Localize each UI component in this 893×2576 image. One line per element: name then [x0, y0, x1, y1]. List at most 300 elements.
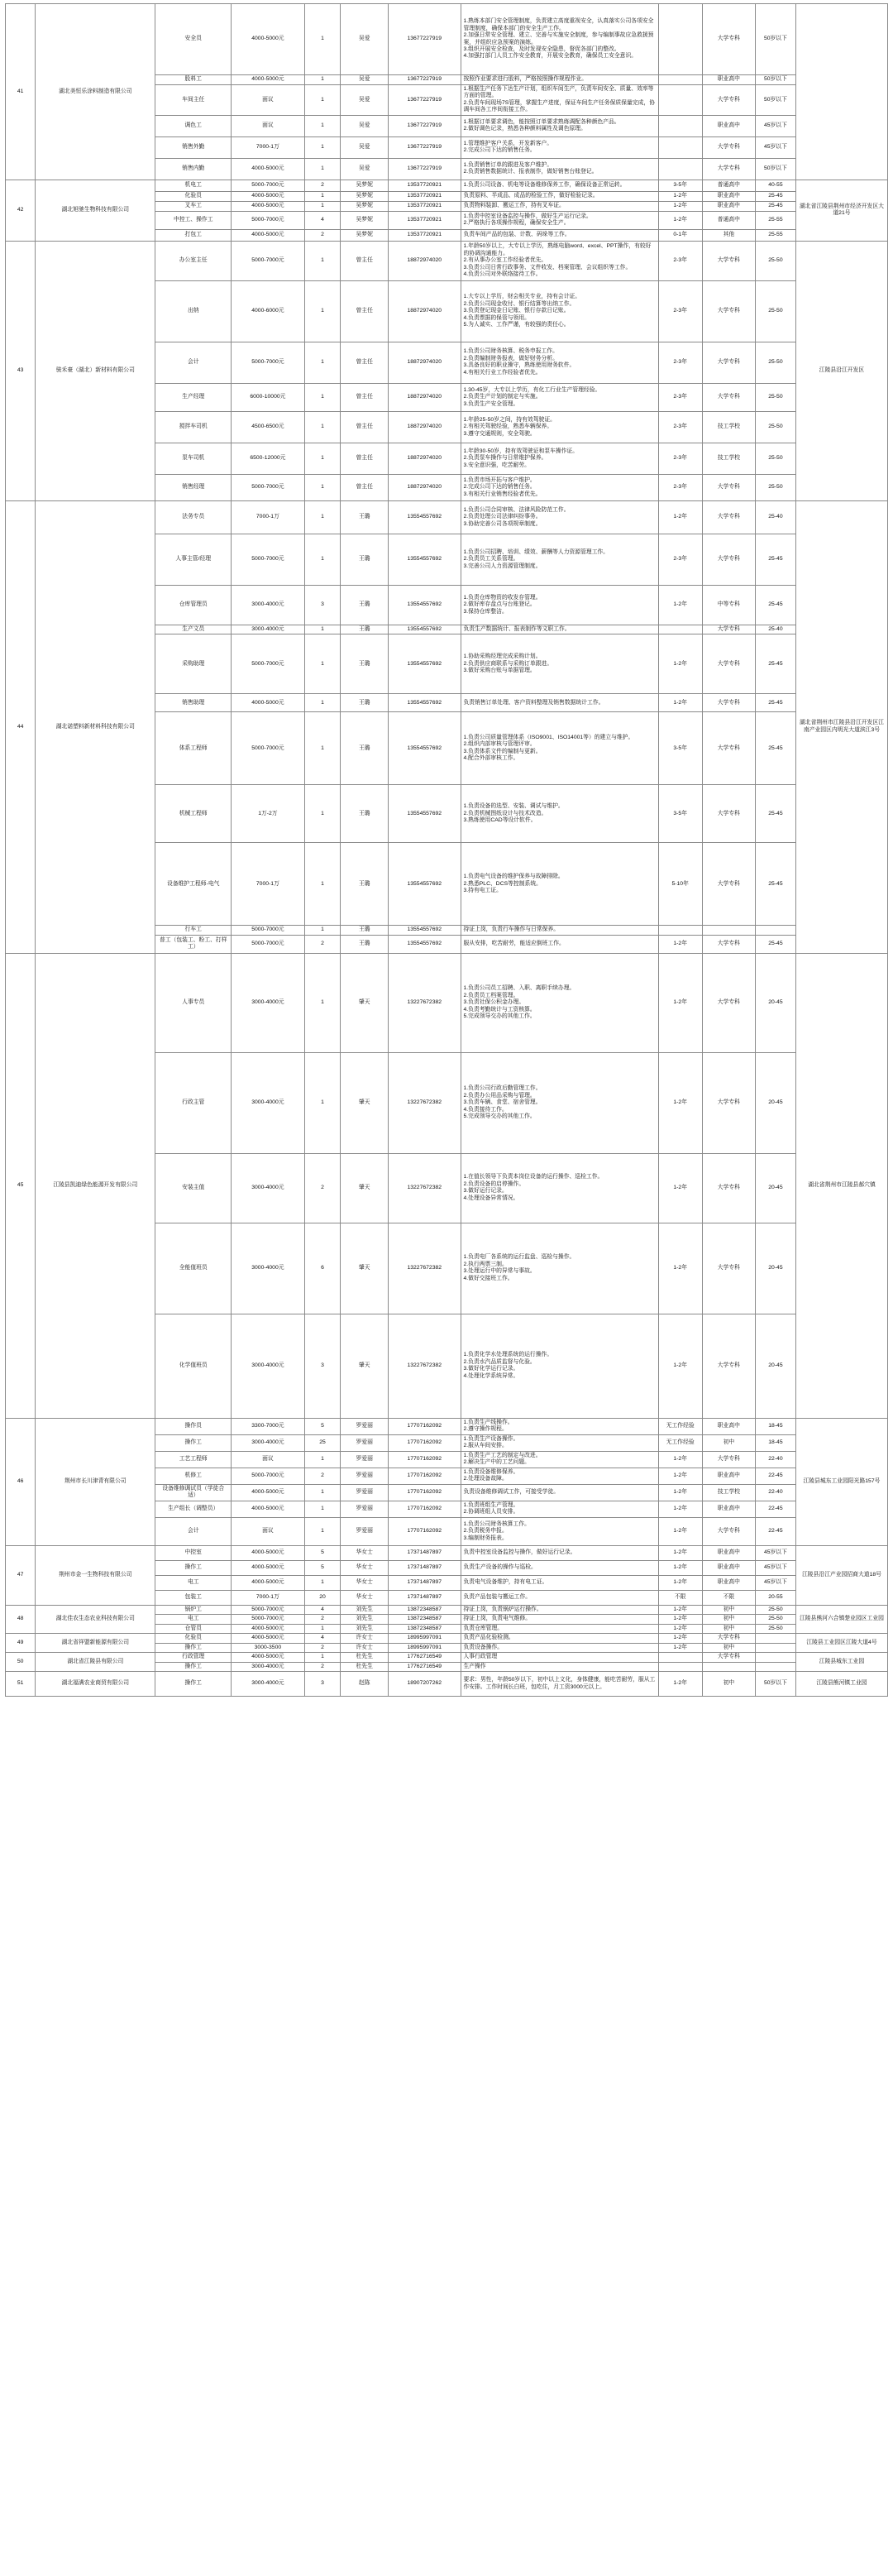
job-experience: 1-2年 — [658, 1643, 702, 1652]
job-experience: 1-2年 — [658, 191, 702, 201]
job-title: 操作工 — [155, 1672, 232, 1697]
job-contact: 许女士 — [341, 1634, 389, 1643]
company-name: 湖北佳农生态农业科技有限公司 — [36, 1605, 155, 1633]
job-contact: 王璐 — [341, 843, 389, 926]
job-education: 职业高中 — [702, 75, 755, 85]
job-duty: 1.根据订单要求调色，能按照订单要求熟练调配各种颜色产品。 2.做好调色记录，熟悉各种颜料属性及调色原理。 — [461, 115, 658, 136]
job-phone: 13554557692 — [389, 785, 461, 843]
job-headcount: 2 — [304, 1662, 341, 1671]
job-phone: 13677227919 — [389, 4, 461, 75]
job-duty: 1.负责班组生产管理。 2.协调班组人员安排。 — [461, 1501, 658, 1517]
job-title: 生产组长（调整员） — [155, 1501, 232, 1517]
job-salary: 6000-10000元 — [232, 383, 305, 411]
job-experience: 1-2年 — [658, 694, 702, 712]
job-salary: 4000-5000元 — [232, 1560, 305, 1575]
job-salary: 7000-1万 — [232, 136, 305, 158]
job-age: 50岁以下 — [755, 1672, 795, 1697]
job-phone: 13872348587 — [389, 1624, 461, 1633]
job-education: 大学专科 — [702, 1314, 755, 1418]
job-contact: 曾主任 — [341, 474, 389, 500]
job-headcount: 1 — [304, 4, 341, 75]
job-headcount: 2 — [304, 1153, 341, 1223]
job-duty: 负责车间产品的包装、计数、码垛等工作。 — [461, 229, 658, 241]
job-duty: 1.负责生产工艺的制定与改进。 2.解决生产中的工艺问题。 — [461, 1451, 658, 1468]
job-salary: 5000-7000元 — [232, 180, 305, 191]
company-number: 50 — [6, 1653, 36, 1672]
job-duty: 1.负责公司财务核算、税务申报工作。 2.负责编制财务报表，做好财务分析。 3.具备良好的职业操守，熟练使用财务软件。 4.有相关行业工作经验者优先。 — [461, 342, 658, 383]
job-salary: 面议 — [232, 115, 305, 136]
job-experience: 1-2年 — [658, 634, 702, 694]
job-education — [702, 1662, 755, 1671]
job-duty: 1.年龄30-50岁，持有效驾驶证和泵车操作证。 2.负责泵车操作与日常维护保养。 3.安全意识强，吃苦耐劳。 — [461, 443, 658, 474]
job-phone: 18872974020 — [389, 383, 461, 411]
job-age: 22-45 — [755, 1468, 795, 1484]
job-salary: 5000-7000元 — [232, 474, 305, 500]
job-experience — [658, 1653, 702, 1662]
job-duty: 负责销售订单处理、客户资料整理及销售数据统计工作。 — [461, 694, 658, 712]
job-headcount: 1 — [304, 712, 341, 785]
job-salary: 4000-5000元 — [232, 4, 305, 75]
job-phone: 13677227919 — [389, 136, 461, 158]
company-number: 47 — [6, 1545, 36, 1605]
job-education: 职业高中 — [702, 1418, 755, 1434]
job-salary: 3000-4000元 — [232, 585, 305, 625]
job-salary: 4000-5000元 — [232, 201, 305, 211]
job-duty: 负责仓库管理。 — [461, 1624, 658, 1633]
job-education: 职业高中 — [702, 1560, 755, 1575]
job-experience: 2-3年 — [658, 474, 702, 500]
job-headcount: 1 — [304, 158, 341, 180]
job-experience: 2-3年 — [658, 342, 702, 383]
job-phone: 18872974020 — [389, 411, 461, 443]
job-age — [755, 1634, 795, 1643]
job-age: 45岁以下 — [755, 115, 795, 136]
job-age: 22-40 — [755, 1484, 795, 1501]
job-salary: 7000-1万 — [232, 843, 305, 926]
job-education: 大学专科 — [702, 383, 755, 411]
job-headcount: 1 — [304, 1575, 341, 1590]
job-title: 机修工 — [155, 1468, 232, 1484]
job-phone: 18872974020 — [389, 241, 461, 280]
job-duty: 负责产品包装与搬运工作。 — [461, 1590, 658, 1605]
job-phone: 17762716549 — [389, 1653, 461, 1662]
job-title: 普工（包装工、粉工、打样工） — [155, 935, 232, 953]
job-duty: 1.负责公司设备、机电等设备维修保养工作，确保设备正常运转。 — [461, 180, 658, 191]
job-salary: 4000-5000元 — [232, 75, 305, 85]
job-title: 调色工 — [155, 115, 232, 136]
job-experience: 1-2年 — [658, 1451, 702, 1468]
job-phone: 13677227919 — [389, 158, 461, 180]
job-age — [755, 1662, 795, 1671]
job-phone: 13554557692 — [389, 694, 461, 712]
table-row — [6, 953, 888, 1052]
job-contact: 吴梦妮 — [341, 201, 389, 211]
job-headcount: 1 — [304, 1653, 341, 1662]
job-contact: 吴爱 — [341, 4, 389, 75]
job-education: 大学专科 — [702, 634, 755, 694]
job-education: 普通高中 — [702, 211, 755, 229]
job-headcount: 2 — [304, 180, 341, 191]
job-title: 仓库管理员 — [155, 585, 232, 625]
job-education: 大学专科 — [702, 1634, 755, 1643]
job-experience: 1-2年 — [658, 1501, 702, 1517]
job-education: 初中 — [702, 1672, 755, 1697]
job-phone: 17371487897 — [389, 1545, 461, 1560]
job-headcount: 1 — [304, 534, 341, 585]
job-phone: 13227672382 — [389, 1052, 461, 1153]
job-experience: 1-2年 — [658, 1517, 702, 1545]
job-experience: 2-3年 — [658, 534, 702, 585]
job-experience: 1-2年 — [658, 500, 702, 534]
job-headcount: 4 — [304, 211, 341, 229]
job-salary: 6500-12000元 — [232, 443, 305, 474]
job-education: 大学专科 — [702, 4, 755, 75]
job-phone: 13554557692 — [389, 843, 461, 926]
job-phone: 13227672382 — [389, 1223, 461, 1314]
job-experience — [658, 85, 702, 116]
job-experience: 3-5年 — [658, 712, 702, 785]
job-contact: 吴梦妮 — [341, 211, 389, 229]
job-age: 25-50 — [755, 1624, 795, 1633]
job-contact: 罗爱丽 — [341, 1517, 389, 1545]
job-experience: 2-3年 — [658, 411, 702, 443]
job-experience: 1-2年 — [658, 1484, 702, 1501]
job-headcount: 1 — [304, 136, 341, 158]
job-salary: 5000-7000元 — [232, 712, 305, 785]
job-age: 45岁以下 — [755, 1545, 795, 1560]
job-title: 操作工 — [155, 1434, 232, 1451]
job-experience: 1-2年 — [658, 1223, 702, 1314]
job-contact: 罗爱丽 — [341, 1501, 389, 1517]
job-phone: 17707162092 — [389, 1501, 461, 1517]
job-salary: 4000-5000元 — [232, 158, 305, 180]
job-age: 25-50 — [755, 1605, 795, 1614]
job-headcount: 1 — [304, 500, 341, 534]
job-education: 大学专科 — [702, 1153, 755, 1223]
job-duty: 1.负责设备维修保养。 2.处理设备故障。 — [461, 1468, 658, 1484]
table-row — [6, 1605, 888, 1614]
job-duty: 1.负责公司招聘、培训、绩效、薪酬等人力资源管理工作。 2.负责员工关系管理。 3.完善公司人力资源管理制度。 — [461, 534, 658, 585]
job-experience — [658, 158, 702, 180]
job-age — [755, 926, 795, 935]
job-age: 18-45 — [755, 1418, 795, 1434]
company-number: 44 — [6, 500, 36, 953]
job-age: 25-50 — [755, 342, 795, 383]
job-education: 职业高中 — [702, 1545, 755, 1560]
job-contact: 肇天 — [341, 1314, 389, 1418]
job-experience: 1-2年 — [658, 1624, 702, 1633]
job-education: 大学专科 — [702, 935, 755, 953]
job-headcount: 1 — [304, 1517, 341, 1545]
job-experience: 1-2年 — [658, 1545, 702, 1560]
job-title: 中控室 — [155, 1545, 232, 1560]
job-education: 技工学校 — [702, 411, 755, 443]
job-title: 叉车工 — [155, 201, 232, 211]
job-salary: 5000-7000元 — [232, 935, 305, 953]
job-education: 大学专科 — [702, 785, 755, 843]
job-age: 50岁以下 — [755, 85, 795, 116]
job-duty: 1.30-45岁，大专以上学历，有化工行业生产管理经验。 2.负责生产计划的制定与实施。 3.负责生产安全管理。 — [461, 383, 658, 411]
job-education: 初中 — [702, 1643, 755, 1652]
job-contact: 罗爱丽 — [341, 1434, 389, 1451]
job-age: 50岁以下 — [755, 4, 795, 75]
job-duty: 持证上岗，负责电气维修。 — [461, 1615, 658, 1624]
job-salary: 4000-5000元 — [232, 1545, 305, 1560]
job-duty: 1.根据生产任务下达生产计划，组织车间生产，负责车间安全、质量、效率等方面的管理。 2.负责车间现场7S管理，掌握生产进度，保证车间生产任务保质保量完成，协调车间各工序间衔接工作。 — [461, 85, 658, 116]
company-name: 湖北省江陵县有限公司 — [36, 1653, 155, 1672]
table-row — [6, 1653, 888, 1662]
job-title: 销售经理 — [155, 474, 232, 500]
job-age: 25-45 — [755, 935, 795, 953]
job-headcount: 1 — [304, 280, 341, 342]
job-salary: 3000-4000元 — [232, 1223, 305, 1314]
job-duty: 1.负责市场开拓与客户维护。 2.完成公司下达的销售任务。 3.有相关行业销售经验者优先。 — [461, 474, 658, 500]
job-headcount: 1 — [304, 191, 341, 201]
job-salary: 3000-4000元 — [232, 1672, 305, 1697]
job-headcount: 1 — [304, 1484, 341, 1501]
job-contact: 肇天 — [341, 953, 389, 1052]
job-title: 销售助理 — [155, 694, 232, 712]
company-name: 荆州市长川津青有限公司 — [36, 1418, 155, 1545]
job-experience: 3-5年 — [658, 180, 702, 191]
job-headcount: 1 — [304, 953, 341, 1052]
job-salary: 7000-1万 — [232, 1590, 305, 1605]
company-number: 41 — [6, 4, 36, 180]
job-table-body — [6, 4, 888, 1697]
job-salary: 4000-5000元 — [232, 694, 305, 712]
job-headcount: 1 — [304, 443, 341, 474]
job-phone: 13872348587 — [389, 1615, 461, 1624]
job-phone: 13227672382 — [389, 1314, 461, 1418]
job-phone: 17707162092 — [389, 1451, 461, 1468]
job-contact: 王璐 — [341, 785, 389, 843]
job-salary: 3300-7000元 — [232, 1418, 305, 1434]
job-age: 25-45 — [755, 191, 795, 201]
job-headcount: 5 — [304, 1418, 341, 1434]
job-headcount: 20 — [304, 1590, 341, 1605]
job-age: 25-45 — [755, 694, 795, 712]
job-title: 办公室主任 — [155, 241, 232, 280]
job-headcount: 6 — [304, 1223, 341, 1314]
job-experience: 1-2年 — [658, 201, 702, 211]
job-education: 大学专科 — [702, 474, 755, 500]
job-education: 大学专科 — [702, 342, 755, 383]
job-education: 中等专科 — [702, 585, 755, 625]
company-name: 湖北福满农业商贸有限公司 — [36, 1672, 155, 1697]
job-experience: 1-2年 — [658, 1634, 702, 1643]
job-experience: 1-2年 — [658, 1605, 702, 1614]
job-age: 22-45 — [755, 1501, 795, 1517]
job-contact: 许女士 — [341, 1643, 389, 1652]
job-title: 销售内勤 — [155, 158, 232, 180]
job-education: 大学专科 — [702, 241, 755, 280]
company-number: 42 — [6, 180, 36, 241]
job-duty: 1.管理维护客户关系，开发新客户。 2.完成公司下达的销售任务。 — [461, 136, 658, 158]
job-age: 45岁以下 — [755, 136, 795, 158]
job-headcount: 3 — [304, 1314, 341, 1418]
company-name: 湖北诺塑料新材料科技有限公司 — [36, 500, 155, 953]
job-title: 会计 — [155, 1517, 232, 1545]
job-title: 化验员 — [155, 1634, 232, 1643]
job-experience: 1-2年 — [658, 585, 702, 625]
job-education: 大学专科 — [702, 843, 755, 926]
job-contact: 刘先生 — [341, 1624, 389, 1633]
job-duty: 负责产品化验检测。 — [461, 1634, 658, 1643]
job-education: 职业高中 — [702, 1575, 755, 1590]
job-age: 25-50 — [755, 1615, 795, 1624]
job-age: 25-50 — [755, 383, 795, 411]
job-phone: 13227672382 — [389, 1153, 461, 1223]
job-title: 电工 — [155, 1575, 232, 1590]
job-headcount: 1 — [304, 85, 341, 116]
job-duty: 负责设备操作。 — [461, 1643, 658, 1652]
job-contact: 曾主任 — [341, 241, 389, 280]
job-experience: 1-2年 — [658, 1575, 702, 1590]
job-age: 25-45 — [755, 843, 795, 926]
job-salary: 4500-6500元 — [232, 411, 305, 443]
job-title: 机电工 — [155, 180, 232, 191]
job-education: 大学专科 — [702, 1052, 755, 1153]
job-education: 初中 — [702, 1434, 755, 1451]
job-education: 大学专科 — [702, 1517, 755, 1545]
job-experience — [658, 136, 702, 158]
company-address: 江陵县城东工业园阳光路157号 — [795, 1418, 887, 1545]
job-experience: 无工作经验 — [658, 1418, 702, 1434]
job-contact: 吴爱 — [341, 136, 389, 158]
job-headcount: 1 — [304, 411, 341, 443]
job-title: 全能值班员 — [155, 1223, 232, 1314]
table-row — [6, 1672, 888, 1697]
job-headcount: 3 — [304, 585, 341, 625]
job-contact: 刘先生 — [341, 1605, 389, 1614]
job-duty: 1.负责公司合同审核、法律风险防范工作。 2.负责处理公司法律纠纷事务。 3.协助完善公司各项规章制度。 — [461, 500, 658, 534]
job-salary: 5000-7000元 — [232, 211, 305, 229]
job-education: 大学专科 — [702, 712, 755, 785]
job-duty: 持证上岗，负责行车操作与日常保养。 — [461, 926, 658, 935]
job-title: 操作工 — [155, 1643, 232, 1652]
job-duty: 1.大专以上学历，财会相关专业，持有会计证。 2.负责公司现金收付、银行结算等出纳工作。 3.负责登记现金日记账、银行存款日记账。 4.负责票据的保管与领用。 5.为人诚实、工作严谨，有较强的责任心。 — [461, 280, 658, 342]
job-experience: 2-3年 — [658, 383, 702, 411]
job-title: 人事主管/经理 — [155, 534, 232, 585]
job-duty: 1.年龄25-50岁之间，持有效驾驶证。 2.有相关驾驶经验，熟悉车辆保养。 3.遵守交通规则，安全驾驶。 — [461, 411, 658, 443]
company-address: 江陵县沿江产业园招商大道18号 — [795, 1545, 887, 1605]
job-contact: 曾主任 — [341, 383, 389, 411]
job-headcount: 2 — [304, 229, 341, 241]
job-headcount: 1 — [304, 1052, 341, 1153]
job-title: 泵车司机 — [155, 443, 232, 474]
job-contact: 吴梦妮 — [341, 180, 389, 191]
job-salary: 3000-4000元 — [232, 1153, 305, 1223]
job-age: 40-55 — [755, 180, 795, 191]
job-title: 生产经理 — [155, 383, 232, 411]
job-age: 25-55 — [755, 211, 795, 229]
job-title: 中控工、操作工 — [155, 211, 232, 229]
job-phone: 17707162092 — [389, 1434, 461, 1451]
job-experience: 1-2年 — [658, 935, 702, 953]
company-address: 江陵县熊河六合镇楚业园区工业园 — [795, 1605, 887, 1633]
job-duty: 持证上岗，负责锅炉运行操作。 — [461, 1605, 658, 1614]
job-contact: 吴梦妮 — [341, 191, 389, 201]
job-age: 25-40 — [755, 500, 795, 534]
job-headcount: 1 — [304, 694, 341, 712]
job-phone: 13554557692 — [389, 926, 461, 935]
job-experience: 不限 — [658, 1590, 702, 1605]
job-headcount: 2 — [304, 1615, 341, 1624]
job-age: 50岁以下 — [755, 75, 795, 85]
job-headcount: 1 — [304, 383, 341, 411]
job-duty: 1.负责生产设备操作。 2.服从车间安排。 — [461, 1434, 658, 1451]
job-education: 其他 — [702, 229, 755, 241]
job-contact: 王璐 — [341, 534, 389, 585]
job-salary: 3000-4000元 — [232, 625, 305, 634]
job-phone: 17371487897 — [389, 1590, 461, 1605]
job-contact: 华女士 — [341, 1545, 389, 1560]
job-salary: 5000-7000元 — [232, 926, 305, 935]
job-experience — [658, 115, 702, 136]
job-education: 职业高中 — [702, 201, 755, 211]
job-education: 不限 — [702, 1590, 755, 1605]
job-phone: 13537720921 — [389, 191, 461, 201]
job-salary: 5000-7000元 — [232, 241, 305, 280]
job-duty: 1.在值长领导下负责本岗位设备的运行操作、巡检工作。 2.负责设备的启停操作。 3.做好运行记录。 4.处理设备异常情况。 — [461, 1153, 658, 1223]
job-headcount: 1 — [304, 75, 341, 85]
job-duty: 1.熟练本部门安全管理制度，负责建立高度重视安全，认真落实公司各项安全管理制度，确保本部门的安全生产工作。 2.加强日常安全管理、建立、完善与实施安全制度，参与编制事故应急救援预案，并组织应急预案的演练。 3.组织开展安全检查，及时发现安全隐患，督促各部门的整改。 4.加强打部门人员工作安全教育，开展安全教育，确保员工安全意识。 — [461, 4, 658, 75]
company-number: 45 — [6, 953, 36, 1418]
job-salary: 5000-7000元 — [232, 534, 305, 585]
job-duty: 负责原料、半成品、成品的检验工作，做好检验记录。 — [461, 191, 658, 201]
job-title: 行车工 — [155, 926, 232, 935]
job-salary: 3000-4000元 — [232, 1052, 305, 1153]
job-contact: 曾主任 — [341, 443, 389, 474]
job-age: 20-45 — [755, 1223, 795, 1314]
job-title: 操作员 — [155, 1418, 232, 1434]
table-row — [6, 1545, 888, 1560]
job-duty: 负责中控室设备监控与操作，做好运行记录。 — [461, 1545, 658, 1560]
job-experience: 3-5年 — [658, 785, 702, 843]
job-headcount: 1 — [304, 625, 341, 634]
job-phone: 13554557692 — [389, 500, 461, 534]
job-phone: 13554557692 — [389, 634, 461, 694]
job-age: 25-50 — [755, 474, 795, 500]
company-address — [795, 4, 887, 180]
job-title: 搅拌车司机 — [155, 411, 232, 443]
job-contact: 杜先生 — [341, 1653, 389, 1662]
job-phone: 17707162092 — [389, 1468, 461, 1484]
job-title: 行政管理 — [155, 1653, 232, 1662]
job-phone: 13554557692 — [389, 712, 461, 785]
job-age: 20-45 — [755, 953, 795, 1052]
job-contact: 肇天 — [341, 1153, 389, 1223]
job-duty: 1.负责设备的选型、安装、调试与维护。 2.负责机械图纸设计与技术改造。 3.熟练使用CAD等设计软件。 — [461, 785, 658, 843]
job-table — [5, 3, 888, 1697]
job-duty: 1.负责电厂各系统的运行监盘、巡检与操作。 2.执行两票三制。 3.处理运行中的异常与事故。 4.做好交接班工作。 — [461, 1223, 658, 1314]
job-contact: 华女士 — [341, 1590, 389, 1605]
job-title: 锅炉工 — [155, 1605, 232, 1614]
job-experience — [658, 1662, 702, 1671]
job-age: 25-45 — [755, 534, 795, 585]
job-salary: 1万-2万 — [232, 785, 305, 843]
job-headcount: 1 — [304, 843, 341, 926]
job-contact: 王璐 — [341, 712, 389, 785]
job-experience: 1-2年 — [658, 211, 702, 229]
job-headcount: 1 — [304, 241, 341, 280]
job-contact: 王璐 — [341, 694, 389, 712]
job-headcount: 5 — [304, 1560, 341, 1575]
job-phone: 13554557692 — [389, 625, 461, 634]
job-salary: 3000-4000元 — [232, 953, 305, 1052]
job-contact: 刘先生 — [341, 1615, 389, 1624]
company-name: 骏禾豪（湖北）新材料有限公司 — [36, 241, 155, 500]
